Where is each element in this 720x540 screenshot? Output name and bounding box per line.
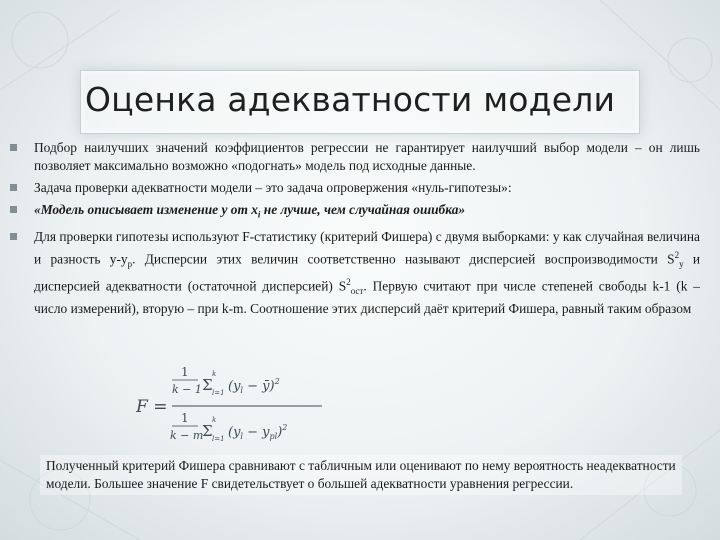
- formula-lhs: F =: [136, 397, 168, 417]
- fisher-text-1: Для проверки гипотезы используют F-статистику (критерий Фишера) с двумя выборками: y как случайная величина и разность y-y: [34, 228, 700, 267]
- fisher-formula: [136, 362, 326, 450]
- bullet-square-icon: [10, 184, 17, 191]
- slide-title: Оценка адекватности модели: [85, 80, 616, 119]
- hypothesis-subscript: i: [257, 209, 261, 220]
- num-sum-upper: k: [212, 370, 217, 378]
- den-term: $(y_l - y_{pl})^2$: [228, 423, 288, 441]
- den-k-minus-m: k − m: [170, 429, 204, 442]
- den-one: 1: [181, 411, 189, 425]
- conclusion-text: Полученный критерий Фишера сравнивают с табличным или оценивают по нему вероятность неадекватности модели. Большее значение F свидетельствует о большей адекватности уравнения регрессии.: [40, 455, 682, 495]
- bullet-square-icon: [10, 206, 17, 213]
- fisher-sup-2: 2: [346, 276, 351, 287]
- den-sum-lower: l=1: [212, 435, 225, 443]
- den-sum-sign: Σ: [202, 422, 213, 440]
- bullet-item: [10, 179, 700, 197]
- bullet-list: [10, 139, 700, 318]
- bullet-text: Подбор наилучших значений коэффициентов регрессии не гарантирует наилучший выбор модели – он лишь позволяет максимально возможно «подогнать» модель под исходные данные.: [34, 140, 700, 173]
- hypothesis-text-end: не лучше, чем случайная ошибка»: [260, 202, 466, 217]
- den-sum-upper: k: [212, 416, 217, 424]
- bullet-square-icon: [10, 233, 17, 240]
- fisher-sup-1: 2: [674, 249, 680, 260]
- num-one: 1: [181, 365, 189, 379]
- fisher-text-4: . Первую считают при числе степеней свободы k-1 (k – число измерений), вторую – при k-m. Соотношение этих дисперсий даёт критерий Фишера, равный таким образом: [34, 278, 700, 316]
- bullet-square-icon: [10, 144, 17, 151]
- fisher-text-2: . Дисперсии этих величин соответственно называют дисперсией воспроизводимости S: [132, 251, 675, 267]
- fisher-text-3: и дисперсией адекватности (остаточной дисперсией) S: [34, 251, 701, 294]
- bullet-item: [10, 139, 700, 175]
- num-sum-lower: l=1: [212, 389, 225, 397]
- bullet-item-hypothesis: [10, 201, 700, 224]
- num-term: ($y_l$ − ȳ)$^2$: [228, 377, 280, 395]
- num-k-minus-1: k − 1: [172, 383, 202, 396]
- bullet-text: Задача проверки адекватности модели – это задача опровержения «нуль-гипотезы»:: [34, 180, 512, 195]
- fisher-sub-ost: ост: [350, 285, 364, 296]
- fisher-sub-y: y: [679, 258, 684, 269]
- bullet-item-fisher: [10, 228, 700, 318]
- hypothesis-text-start: «Модель описывает изменение y от x: [34, 202, 258, 217]
- num-sum-sign: Σ: [202, 376, 213, 394]
- fisher-sub-p: p: [127, 258, 133, 269]
